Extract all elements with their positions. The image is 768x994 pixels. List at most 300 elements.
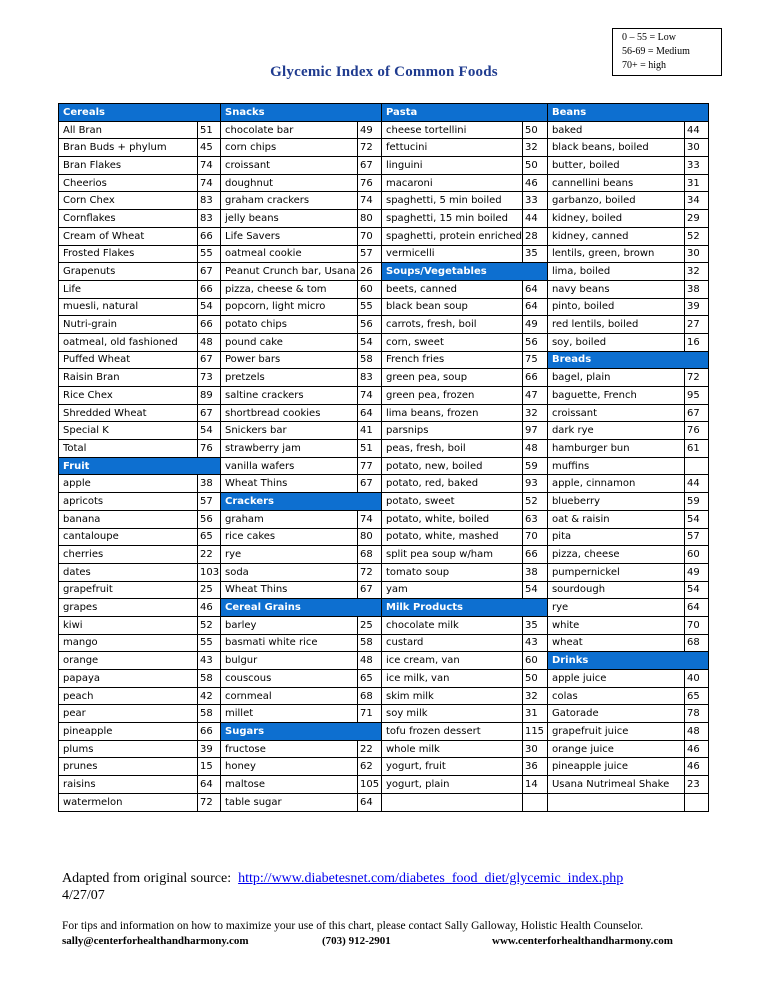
gi-value-cell: 68 bbox=[358, 546, 382, 564]
food-name-cell: Life bbox=[59, 280, 198, 298]
food-name-cell: green pea, soup bbox=[382, 369, 523, 387]
gi-value-cell: 76 bbox=[198, 440, 221, 458]
food-name-cell: kidney, boiled bbox=[547, 210, 684, 228]
category-header: Cereal Grains bbox=[221, 599, 382, 617]
gi-value-cell: 48 bbox=[358, 652, 382, 670]
food-name-cell: blueberry bbox=[547, 493, 684, 511]
gi-value-cell: 56 bbox=[198, 510, 221, 528]
gi-value-cell bbox=[684, 793, 708, 811]
food-name-cell: bulgur bbox=[221, 652, 358, 670]
category-header: Breads bbox=[547, 351, 708, 369]
gi-value-cell: 54 bbox=[522, 581, 547, 599]
gi-value-cell bbox=[522, 793, 547, 811]
food-name-cell: watermelon bbox=[59, 793, 198, 811]
source-link[interactable]: http://www.diabetesnet.com/diabetes_food_diet/glycemic_index.php bbox=[238, 871, 624, 886]
gi-value-cell: 76 bbox=[358, 174, 382, 192]
gi-value-cell: 89 bbox=[198, 387, 221, 405]
gi-value-cell: 39 bbox=[198, 740, 221, 758]
food-name-cell: white bbox=[547, 616, 684, 634]
food-name-cell: Peanut Crunch bar, Usana bbox=[221, 263, 358, 281]
table-row bbox=[59, 723, 709, 741]
category-header: Milk Products bbox=[382, 599, 548, 617]
gi-value-cell: 74 bbox=[358, 510, 382, 528]
food-name-cell: oat & raisin bbox=[547, 510, 684, 528]
gi-value-cell: 74 bbox=[198, 157, 221, 175]
gi-value-cell: 61 bbox=[684, 440, 708, 458]
gi-value-cell: 67 bbox=[198, 263, 221, 281]
food-name-cell: yogurt, plain bbox=[382, 776, 523, 794]
food-name-cell: spaghetti, protein enriched bbox=[382, 227, 523, 245]
category-header: Crackers bbox=[221, 493, 382, 511]
table-row bbox=[59, 581, 709, 599]
table-row bbox=[59, 776, 709, 794]
gi-value-cell: 31 bbox=[684, 174, 708, 192]
gi-value-cell: 58 bbox=[198, 670, 221, 688]
gi-value-cell: 68 bbox=[684, 634, 708, 652]
food-name-cell: carrots, fresh, boil bbox=[382, 316, 523, 334]
category-header: Snacks bbox=[221, 104, 382, 122]
food-name-cell: butter, boiled bbox=[547, 157, 684, 175]
gi-value-cell: 50 bbox=[522, 670, 547, 688]
table-row bbox=[59, 652, 709, 670]
food-name-cell bbox=[547, 793, 684, 811]
tips-text: For tips and information on how to maximize your use of this chart, please contact Sally Galloway, Holistic Health Counselor. bbox=[62, 920, 644, 932]
gi-value-cell: 15 bbox=[198, 758, 221, 776]
food-name-cell: shortbread cookies bbox=[221, 404, 358, 422]
food-name-cell: apple, cinnamon bbox=[547, 475, 684, 493]
table-row bbox=[59, 599, 709, 617]
food-name-cell: spaghetti, 5 min boiled bbox=[382, 192, 523, 210]
food-name-cell: popcorn, light micro bbox=[221, 298, 358, 316]
gi-value-cell: 56 bbox=[522, 333, 547, 351]
food-name-cell: pineapple juice bbox=[547, 758, 684, 776]
food-name-cell: yam bbox=[382, 581, 523, 599]
table-row bbox=[59, 210, 709, 228]
food-name-cell: Raisin Bran bbox=[59, 369, 198, 387]
gi-value-cell: 46 bbox=[684, 740, 708, 758]
gi-value-cell: 67 bbox=[198, 351, 221, 369]
gi-value-cell: 66 bbox=[522, 369, 547, 387]
food-name-cell: beets, canned bbox=[382, 280, 523, 298]
gi-value-cell: 45 bbox=[198, 139, 221, 157]
source-label: Adapted from original source: bbox=[62, 871, 232, 886]
gi-value-cell: 97 bbox=[522, 422, 547, 440]
gi-value-cell: 16 bbox=[684, 333, 708, 351]
food-name-cell: parsnips bbox=[382, 422, 523, 440]
gi-value-cell: 35 bbox=[522, 245, 547, 263]
food-name-cell: macaroni bbox=[382, 174, 523, 192]
food-name-cell: orange bbox=[59, 652, 198, 670]
food-name-cell: ice milk, van bbox=[382, 670, 523, 688]
gi-value-cell: 62 bbox=[358, 758, 382, 776]
food-name-cell: cornmeal bbox=[221, 687, 358, 705]
food-name-cell: kidney, canned bbox=[547, 227, 684, 245]
food-name-cell: prunes bbox=[59, 758, 198, 776]
food-name-cell: potato, sweet bbox=[382, 493, 523, 511]
food-name-cell: colas bbox=[547, 687, 684, 705]
gi-value-cell: 54 bbox=[198, 422, 221, 440]
gi-value-cell: 70 bbox=[522, 528, 547, 546]
table-row bbox=[59, 740, 709, 758]
gi-value-cell: 22 bbox=[358, 740, 382, 758]
table-row bbox=[59, 227, 709, 245]
gi-value-cell: 67 bbox=[198, 404, 221, 422]
food-name-cell: split pea soup w/ham bbox=[382, 546, 523, 564]
food-name-cell: dark rye bbox=[547, 422, 684, 440]
gi-value-cell: 68 bbox=[358, 687, 382, 705]
food-name-cell: raisins bbox=[59, 776, 198, 794]
food-name-cell: basmati white rice bbox=[221, 634, 358, 652]
gi-value-cell: 59 bbox=[684, 493, 708, 511]
gi-value-cell: 77 bbox=[358, 457, 382, 475]
table-row bbox=[59, 705, 709, 723]
food-name-cell: muesli, natural bbox=[59, 298, 198, 316]
food-name-cell: orange juice bbox=[547, 740, 684, 758]
gi-value-cell: 58 bbox=[358, 634, 382, 652]
table-row bbox=[59, 280, 709, 298]
gi-value-cell: 22 bbox=[198, 546, 221, 564]
food-name-cell: tomato soup bbox=[382, 563, 523, 581]
gi-value-cell: 32 bbox=[522, 687, 547, 705]
gi-value-cell: 66 bbox=[198, 280, 221, 298]
gi-value-cell bbox=[684, 457, 708, 475]
gi-value-cell: 39 bbox=[684, 298, 708, 316]
gi-value-cell: 83 bbox=[358, 369, 382, 387]
food-name-cell: oatmeal, old fashioned bbox=[59, 333, 198, 351]
food-name-cell: Bran Buds + phylum bbox=[59, 139, 198, 157]
gi-value-cell: 80 bbox=[358, 210, 382, 228]
gi-value-cell: 54 bbox=[358, 333, 382, 351]
food-name-cell: navy beans bbox=[547, 280, 684, 298]
source-date: 4/27/07 bbox=[62, 888, 105, 903]
food-name-cell: Total bbox=[59, 440, 198, 458]
food-name-cell: pretzels bbox=[221, 369, 358, 387]
gi-value-cell: 32 bbox=[522, 139, 547, 157]
gi-value-cell: 72 bbox=[684, 369, 708, 387]
food-name-cell: strawberry jam bbox=[221, 440, 358, 458]
food-name-cell: Frosted Flakes bbox=[59, 245, 198, 263]
table-row bbox=[59, 404, 709, 422]
gi-value-cell: 41 bbox=[358, 422, 382, 440]
gi-value-cell: 44 bbox=[684, 121, 708, 139]
food-name-cell: papaya bbox=[59, 670, 198, 688]
food-name-cell bbox=[382, 793, 523, 811]
food-name-cell: corn, sweet bbox=[382, 333, 523, 351]
food-name-cell: cantaloupe bbox=[59, 528, 198, 546]
gi-value-cell: 35 bbox=[522, 616, 547, 634]
food-name-cell: Rice Chex bbox=[59, 387, 198, 405]
food-name-cell: black bean soup bbox=[382, 298, 523, 316]
gi-value-cell: 52 bbox=[198, 616, 221, 634]
gi-value-cell: 71 bbox=[358, 705, 382, 723]
gi-value-cell: 30 bbox=[684, 139, 708, 157]
table-row bbox=[59, 546, 709, 564]
food-name-cell: apple bbox=[59, 475, 198, 493]
gi-value-cell: 33 bbox=[522, 192, 547, 210]
food-name-cell: whole milk bbox=[382, 740, 523, 758]
food-name-cell: cherries bbox=[59, 546, 198, 564]
gi-value-cell: 64 bbox=[198, 776, 221, 794]
gi-value-cell: 50 bbox=[522, 157, 547, 175]
gi-value-cell: 25 bbox=[198, 581, 221, 599]
gi-value-cell: 38 bbox=[684, 280, 708, 298]
gi-value-cell: 65 bbox=[198, 528, 221, 546]
food-name-cell: sourdough bbox=[547, 581, 684, 599]
gi-value-cell: 28 bbox=[522, 227, 547, 245]
source-line bbox=[62, 871, 623, 887]
gi-value-cell: 50 bbox=[522, 121, 547, 139]
category-header: Beans bbox=[547, 104, 708, 122]
gi-value-cell: 60 bbox=[684, 546, 708, 564]
gi-value-cell: 63 bbox=[522, 510, 547, 528]
food-name-cell: banana bbox=[59, 510, 198, 528]
gi-value-cell: 66 bbox=[522, 546, 547, 564]
food-name-cell: millet bbox=[221, 705, 358, 723]
gi-value-cell: 58 bbox=[198, 705, 221, 723]
contact-email: sally@centerforhealthandharmony.com bbox=[62, 935, 249, 947]
food-name-cell: custard bbox=[382, 634, 523, 652]
gi-value-cell: 76 bbox=[684, 422, 708, 440]
gi-value-cell: 78 bbox=[684, 705, 708, 723]
food-name-cell: Cream of Wheat bbox=[59, 227, 198, 245]
food-name-cell: soy, boiled bbox=[547, 333, 684, 351]
food-name-cell: potato, red, baked bbox=[382, 475, 523, 493]
food-name-cell: maltose bbox=[221, 776, 358, 794]
food-name-cell: Life Savers bbox=[221, 227, 358, 245]
food-name-cell: rye bbox=[221, 546, 358, 564]
table-row bbox=[59, 351, 709, 369]
table-row bbox=[59, 139, 709, 157]
food-name-cell: black beans, boiled bbox=[547, 139, 684, 157]
gi-value-cell: 72 bbox=[358, 563, 382, 581]
gi-value-cell: 80 bbox=[358, 528, 382, 546]
food-name-cell: skim milk bbox=[382, 687, 523, 705]
gi-value-cell: 72 bbox=[358, 139, 382, 157]
food-name-cell: wheat bbox=[547, 634, 684, 652]
food-name-cell: Cheerios bbox=[59, 174, 198, 192]
gi-value-cell: 67 bbox=[358, 157, 382, 175]
gi-value-cell: 46 bbox=[522, 174, 547, 192]
food-name-cell: baguette, French bbox=[547, 387, 684, 405]
category-header: Sugars bbox=[221, 723, 382, 741]
gi-value-cell: 56 bbox=[358, 316, 382, 334]
food-name-cell: peas, fresh, boil bbox=[382, 440, 523, 458]
food-name-cell: croissant bbox=[221, 157, 358, 175]
food-name-cell: kiwi bbox=[59, 616, 198, 634]
table-row bbox=[59, 316, 709, 334]
food-name-cell: Corn Chex bbox=[59, 192, 198, 210]
food-name-cell: plums bbox=[59, 740, 198, 758]
gi-value-cell: 32 bbox=[522, 404, 547, 422]
food-name-cell: Bran Flakes bbox=[59, 157, 198, 175]
gi-value-cell: 29 bbox=[684, 210, 708, 228]
gi-value-cell: 32 bbox=[684, 263, 708, 281]
food-name-cell: pumpernickel bbox=[547, 563, 684, 581]
gi-value-cell: 54 bbox=[684, 581, 708, 599]
gi-value-cell: 64 bbox=[358, 793, 382, 811]
page-title: Glycemic Index of Common Foods bbox=[270, 64, 498, 80]
gi-value-cell: 59 bbox=[522, 457, 547, 475]
food-name-cell: jelly beans bbox=[221, 210, 358, 228]
gi-value-cell: 65 bbox=[684, 687, 708, 705]
food-name-cell: cheese tortellini bbox=[382, 121, 523, 139]
gi-value-cell: 52 bbox=[684, 227, 708, 245]
gi-value-cell: 47 bbox=[522, 387, 547, 405]
gi-value-cell: 52 bbox=[522, 493, 547, 511]
gi-value-cell: 103 bbox=[198, 563, 221, 581]
gi-value-cell: 67 bbox=[684, 404, 708, 422]
food-name-cell: Wheat Thins bbox=[221, 475, 358, 493]
food-name-cell: grapes bbox=[59, 599, 198, 617]
gi-value-cell: 51 bbox=[198, 121, 221, 139]
table-row bbox=[59, 192, 709, 210]
food-name-cell: rice cakes bbox=[221, 528, 358, 546]
table-row bbox=[59, 174, 709, 192]
food-name-cell: green pea, frozen bbox=[382, 387, 523, 405]
food-name-cell: ice cream, van bbox=[382, 652, 523, 670]
food-name-cell: soy milk bbox=[382, 705, 523, 723]
table-row bbox=[59, 387, 709, 405]
food-name-cell: cannellini beans bbox=[547, 174, 684, 192]
gi-value-cell: 31 bbox=[522, 705, 547, 723]
food-name-cell: red lentils, boiled bbox=[547, 316, 684, 334]
food-name-cell: French fries bbox=[382, 351, 523, 369]
food-name-cell: couscous bbox=[221, 670, 358, 688]
food-name-cell: lentils, green, brown bbox=[547, 245, 684, 263]
gi-value-cell: 48 bbox=[198, 333, 221, 351]
gi-value-cell: 46 bbox=[684, 758, 708, 776]
gi-value-cell: 44 bbox=[684, 475, 708, 493]
food-name-cell: potato, white, mashed bbox=[382, 528, 523, 546]
food-name-cell: Special K bbox=[59, 422, 198, 440]
food-name-cell: linguini bbox=[382, 157, 523, 175]
food-name-cell: doughnut bbox=[221, 174, 358, 192]
gi-value-cell: 83 bbox=[198, 210, 221, 228]
table-row bbox=[59, 528, 709, 546]
gi-value-cell: 43 bbox=[522, 634, 547, 652]
food-name-cell: Snickers bar bbox=[221, 422, 358, 440]
food-name-cell: vanilla wafers bbox=[221, 457, 358, 475]
gi-value-cell: 57 bbox=[684, 528, 708, 546]
gi-value-cell: 33 bbox=[684, 157, 708, 175]
food-name-cell: pound cake bbox=[221, 333, 358, 351]
legend-medium: 56-69 = Medium bbox=[622, 46, 690, 57]
food-name-cell: pita bbox=[547, 528, 684, 546]
food-name-cell: fructose bbox=[221, 740, 358, 758]
gi-value-cell: 74 bbox=[358, 192, 382, 210]
food-name-cell: potato, new, boiled bbox=[382, 457, 523, 475]
gi-value-cell: 40 bbox=[684, 670, 708, 688]
gi-value-cell: 38 bbox=[198, 475, 221, 493]
food-name-cell: pineapple bbox=[59, 723, 198, 741]
food-name-cell: barley bbox=[221, 616, 358, 634]
gi-value-cell: 66 bbox=[198, 316, 221, 334]
food-name-cell: Power bars bbox=[221, 351, 358, 369]
gi-value-cell: 57 bbox=[198, 493, 221, 511]
food-name-cell: apple juice bbox=[547, 670, 684, 688]
table-row bbox=[59, 687, 709, 705]
food-name-cell: grapefruit bbox=[59, 581, 198, 599]
gi-value-cell: 64 bbox=[358, 404, 382, 422]
food-name-cell: garbanzo, boiled bbox=[547, 192, 684, 210]
table-row bbox=[59, 758, 709, 776]
food-name-cell: oatmeal cookie bbox=[221, 245, 358, 263]
table-row bbox=[59, 245, 709, 263]
gi-value-cell: 46 bbox=[198, 599, 221, 617]
gi-value-cell: 26 bbox=[358, 263, 382, 281]
gi-value-cell: 70 bbox=[684, 616, 708, 634]
food-name-cell: corn chips bbox=[221, 139, 358, 157]
gi-value-cell: 64 bbox=[522, 280, 547, 298]
food-name-cell: yogurt, fruit bbox=[382, 758, 523, 776]
table-row bbox=[59, 369, 709, 387]
food-name-cell: dates bbox=[59, 563, 198, 581]
gi-value-cell: 49 bbox=[358, 121, 382, 139]
table-row bbox=[59, 121, 709, 139]
table-row bbox=[59, 157, 709, 175]
gi-value-cell: 34 bbox=[684, 192, 708, 210]
table-row bbox=[59, 510, 709, 528]
food-name-cell: Grapenuts bbox=[59, 263, 198, 281]
gi-value-cell: 36 bbox=[522, 758, 547, 776]
table-row bbox=[59, 793, 709, 811]
gi-value-cell: 64 bbox=[522, 298, 547, 316]
food-name-cell: graham bbox=[221, 510, 358, 528]
gi-value-cell: 70 bbox=[358, 227, 382, 245]
gi-value-cell: 105 bbox=[358, 776, 382, 794]
table-row bbox=[59, 298, 709, 316]
table-row bbox=[59, 263, 709, 281]
gi-value-cell: 95 bbox=[684, 387, 708, 405]
gi-value-cell: 48 bbox=[684, 723, 708, 741]
legend-high: 70+ = high bbox=[622, 60, 667, 71]
food-name-cell: honey bbox=[221, 758, 358, 776]
gi-value-cell: 66 bbox=[198, 723, 221, 741]
category-header: Pasta bbox=[382, 104, 548, 122]
gi-value-cell: 83 bbox=[198, 192, 221, 210]
category-header: Cereals bbox=[59, 104, 221, 122]
gi-value-cell: 67 bbox=[358, 475, 382, 493]
food-name-cell: bagel, plain bbox=[547, 369, 684, 387]
food-name-cell: spaghetti, 15 min boiled bbox=[382, 210, 523, 228]
gi-value-cell: 55 bbox=[358, 298, 382, 316]
gi-value-cell: 115 bbox=[522, 723, 547, 741]
food-name-cell: hamburger bun bbox=[547, 440, 684, 458]
gi-value-cell: 65 bbox=[358, 670, 382, 688]
food-name-cell: Shredded Wheat bbox=[59, 404, 198, 422]
food-name-cell: lima, boiled bbox=[547, 263, 684, 281]
gi-value-cell: 54 bbox=[198, 298, 221, 316]
category-header: Fruit bbox=[59, 457, 221, 475]
food-name-cell: lima beans, frozen bbox=[382, 404, 523, 422]
legend-low: 0 – 55 = Low bbox=[622, 32, 676, 43]
gi-value-cell: 75 bbox=[522, 351, 547, 369]
table-row bbox=[59, 634, 709, 652]
contact-website: www.centerforhealthandharmony.com bbox=[492, 935, 673, 947]
gi-value-cell: 27 bbox=[684, 316, 708, 334]
gi-value-cell: 60 bbox=[358, 280, 382, 298]
gi-value-cell: 49 bbox=[684, 563, 708, 581]
food-name-cell: graham crackers bbox=[221, 192, 358, 210]
table-row bbox=[59, 616, 709, 634]
food-name-cell: pinto, boiled bbox=[547, 298, 684, 316]
food-name-cell: pear bbox=[59, 705, 198, 723]
food-name-cell: mango bbox=[59, 634, 198, 652]
gi-value-cell: 38 bbox=[522, 563, 547, 581]
food-name-cell: rye bbox=[547, 599, 684, 617]
gi-value-cell: 49 bbox=[522, 316, 547, 334]
gi-value-cell: 74 bbox=[358, 387, 382, 405]
